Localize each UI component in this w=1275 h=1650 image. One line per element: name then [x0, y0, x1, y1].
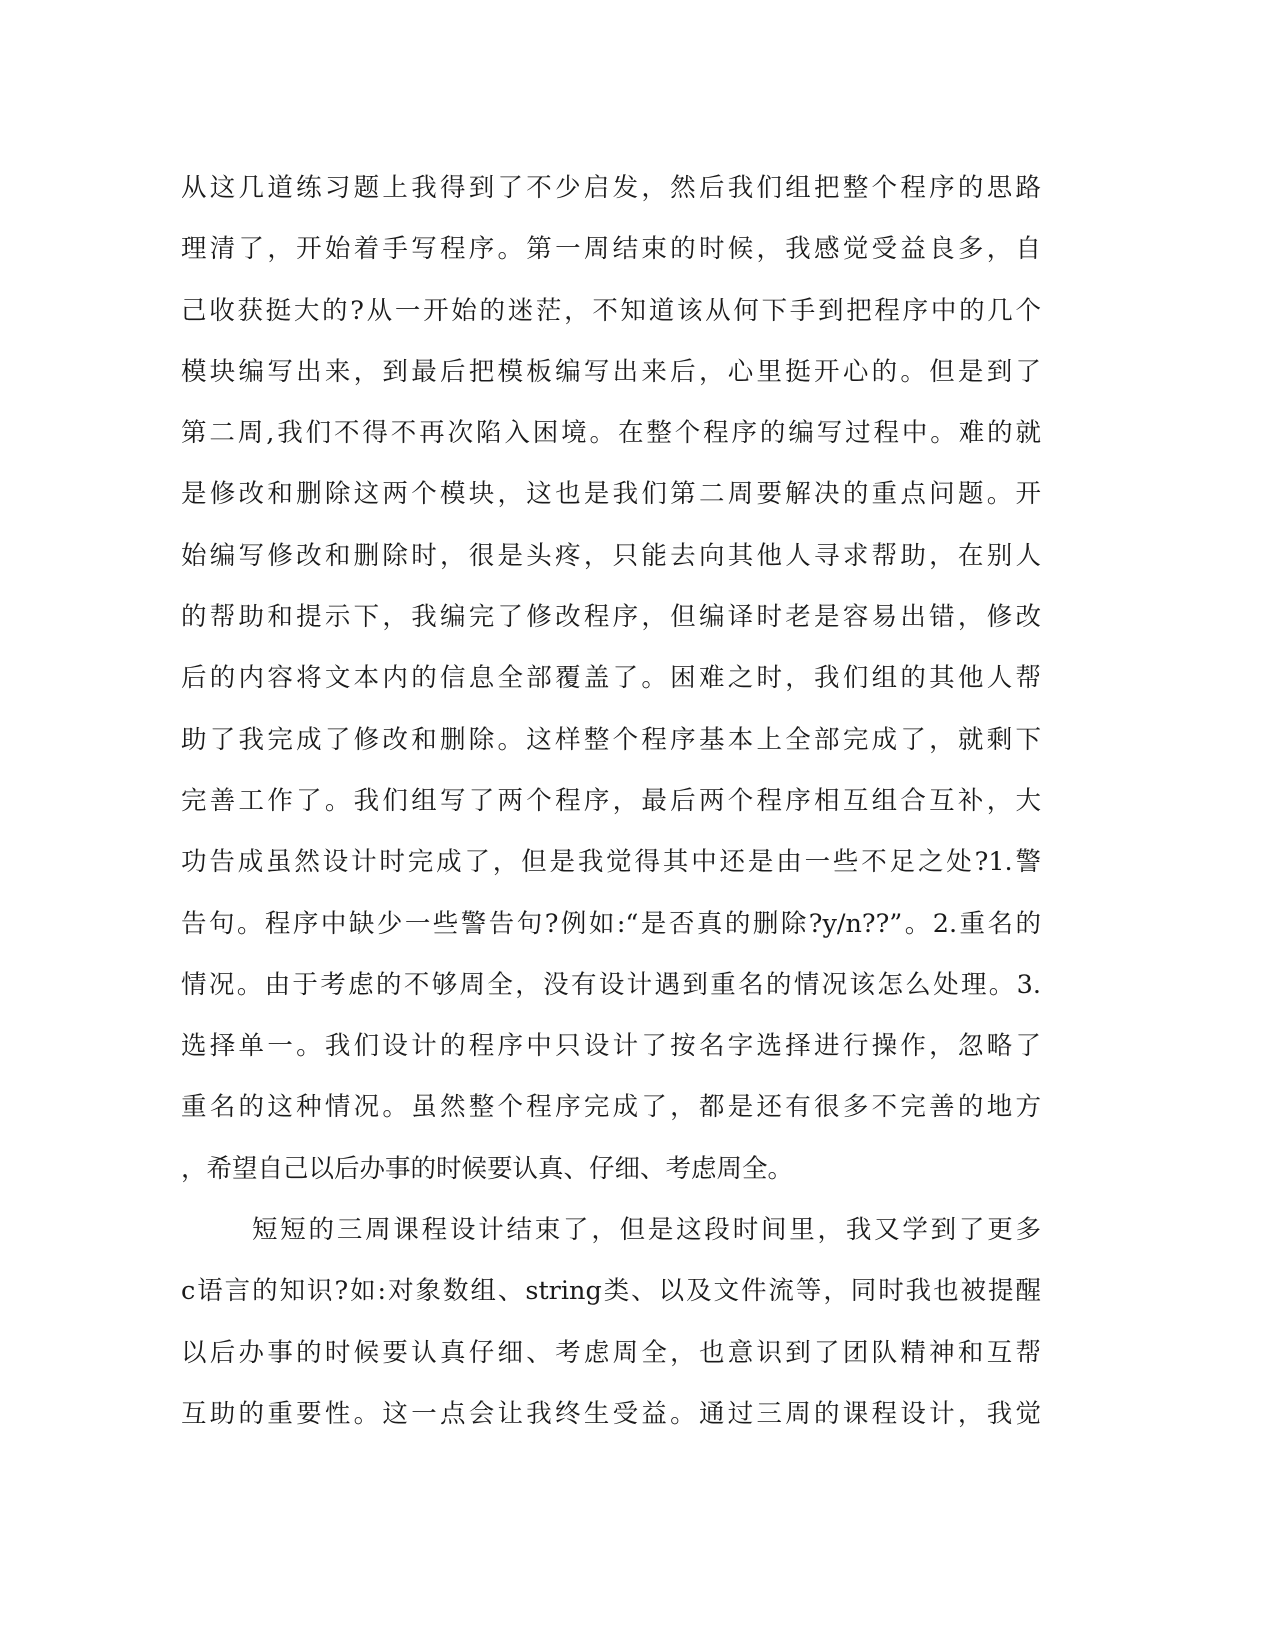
- text-line: 第二周,我们不得不再次陷入困境。在整个程序的编写过程中。难的就: [181, 418, 1041, 449]
- text-line: 互助的重要性。这一点会让我终生受益。通过三周的课程设计，我觉: [181, 1398, 1041, 1429]
- text-line: 始编写修改和删除时，很是头疼，只能去向其他人寻求帮助，在别人: [181, 540, 1041, 571]
- text-line: c语言的知识?如:对象数组、string类、以及文件流等，同时我也被提醒: [181, 1276, 1041, 1307]
- text-line: 选择单一。我们设计的程序中只设计了按名字选择进行操作，忽略了: [181, 1031, 1041, 1062]
- text-line: 的帮助和提示下，我编完了修改程序，但编译时老是容易出错，修改: [181, 602, 1041, 633]
- text-line: 理清了，开始着手写程序。第一周结束的时候，我感觉受益良多，自: [181, 234, 1041, 265]
- text-line: 情况。由于考虑的不够周全，没有设计遇到重名的情况该怎么处理。3.: [181, 969, 1041, 1000]
- paragraph-2: [181, 1200, 1041, 1445]
- text-line: 完善工作了。我们组写了两个程序，最后两个程序相互组合互补，大: [181, 785, 1041, 816]
- text-line: 以后办事的时候要认真仔细、考虑周全，也意识到了团队精神和互帮: [181, 1337, 1041, 1368]
- text-line: 短短的三周课程设计结束了，但是这段时间里，我又学到了更多: [252, 1215, 1041, 1246]
- text-line: 助了我完成了修改和删除。这样整个程序基本上全部完成了，就剩下: [181, 724, 1041, 755]
- paragraph-1: [181, 158, 1041, 1200]
- text-line: 是修改和删除这两个模块，这也是我们第二周要解决的重点问题。开: [181, 479, 1041, 510]
- text-line: 模块编写出来，到最后把模板编写出来后，心里挺开心的。但是到了: [181, 356, 1041, 387]
- body-text: [181, 158, 1041, 1445]
- text-line: 从这几道练习题上我得到了不少启发，然后我们组把整个程序的思路: [181, 173, 1041, 203]
- text-line: ，希望自己以后办事的时候要认真、仔细、考虑周全。: [181, 1153, 794, 1184]
- text-line: 告句。程序中缺少一些警告句?例如:“是否真的删除?y/n??”。2.重名的: [181, 908, 1041, 939]
- text-line: 功告成虽然设计时完成了，但是我觉得其中还是由一些不足之处?1.警: [181, 847, 1041, 878]
- text-line: 后的内容将文本内的信息全部覆盖了。困难之时，我们组的其他人帮: [181, 663, 1041, 694]
- text-line: 己收获挺大的?从一开始的迷茫，不知道该从何下手到把程序中的几个: [181, 295, 1041, 326]
- text-line: 重名的这种情况。虽然整个程序完成了，都是还有很多不完善的地方: [181, 1092, 1041, 1123]
